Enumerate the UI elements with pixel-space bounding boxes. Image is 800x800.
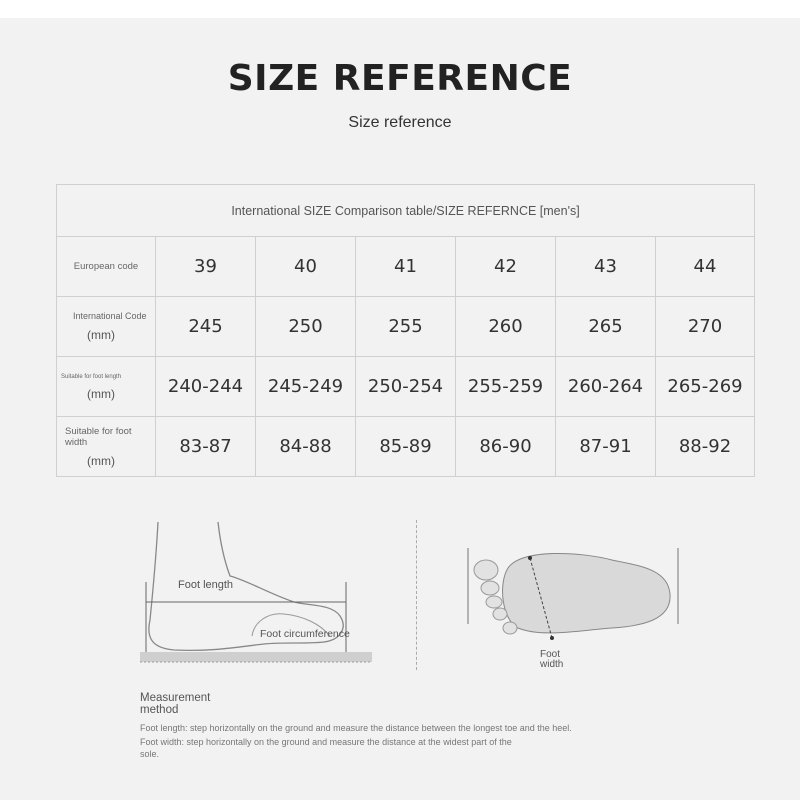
table-cell: 85-89 — [356, 417, 456, 477]
table-row-international-code — [57, 297, 755, 357]
foot-width-label: Foot width — [540, 649, 564, 670]
table-cell: 260-264 — [556, 357, 656, 417]
table-cell: 255 — [356, 297, 456, 357]
row-unit: (mm) — [87, 328, 115, 342]
row-label-cell — [57, 297, 156, 357]
table-row-foot-length — [57, 357, 755, 417]
row-label-cell — [57, 357, 156, 417]
table-cell: 40 — [256, 237, 356, 297]
row-label: Suitable for foot length — [61, 373, 122, 380]
row-label: International Code — [73, 311, 147, 321]
row-unit: (mm) — [87, 386, 115, 401]
page-title: SIZE REFERENCE — [227, 58, 573, 99]
table-cell: 87-91 — [556, 417, 656, 477]
row-label: European code — [73, 261, 139, 272]
table-cell: 86-90 — [456, 417, 556, 477]
table-cell: 240-244 — [156, 357, 256, 417]
table-cell: 83-87 — [156, 417, 256, 477]
foot-side-outline-icon — [134, 520, 378, 670]
table-cell: 250 — [256, 297, 356, 357]
foot-width-instruction: Foot width: step horizontally on the ground and measure the distance at the widest part of the sole. — [140, 737, 512, 759]
table-cell: 265-269 — [656, 357, 755, 417]
foot-side-diagram — [134, 520, 378, 670]
method-title: Measurement method — [140, 692, 211, 716]
table-caption: International SIZE Comparison table/SIZE REFERNCE [men's] — [57, 185, 755, 237]
table-cell: 265 — [556, 297, 656, 357]
table-cell: 44 — [656, 237, 755, 297]
table-row-foot-width — [57, 417, 755, 477]
foot-sole-diagram — [462, 544, 684, 674]
foot-sole-outline-icon — [462, 544, 684, 644]
table-cell: 260 — [456, 297, 556, 357]
row-label-cell — [57, 417, 156, 477]
table-cell: 245 — [156, 297, 256, 357]
table-cell: 245-249 — [256, 357, 356, 417]
measurement-method — [140, 692, 620, 760]
row-label: Suitable for foot width — [65, 425, 132, 448]
foot-circumference-label: Foot circumference — [260, 628, 350, 640]
size-comparison-table — [56, 184, 755, 477]
foot-length-label: Foot length — [178, 579, 234, 591]
page-subtitle: Size reference — [348, 114, 452, 131]
table-cell: 255-259 — [456, 357, 556, 417]
table-row-european-code — [57, 237, 755, 297]
top-band — [0, 0, 800, 18]
table-cell: 39 — [156, 237, 256, 297]
row-label-cell — [57, 237, 156, 297]
table-cell: 41 — [356, 237, 456, 297]
table-cell: 270 — [656, 297, 755, 357]
foot-length-instruction: Foot length: step horizontally on the ground and measure the distance between the longest toe and the heel. — [140, 723, 572, 733]
row-unit: (mm) — [87, 453, 115, 468]
table-cell: 43 — [556, 237, 656, 297]
table-cell: 88-92 — [656, 417, 755, 477]
table-cell: 84-88 — [256, 417, 356, 477]
table-cell: 42 — [456, 237, 556, 297]
diagram-divider — [416, 520, 417, 670]
table-cell: 250-254 — [356, 357, 456, 417]
